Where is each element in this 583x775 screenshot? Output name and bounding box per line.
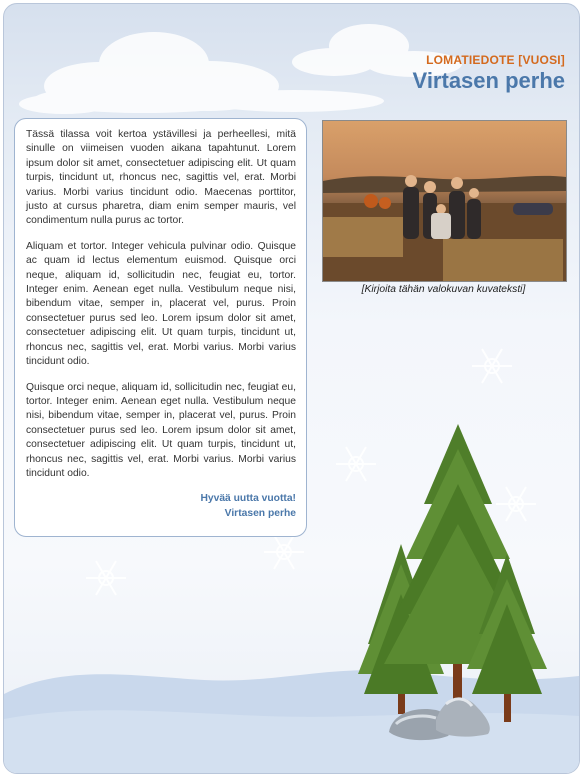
story-paragraph: Tässä tilassa voit kertoa ystävillesi ja perheellesi, mitä sinulle on viimeisen vuoden aikana tapahtunut. Lorem ipsum dolor sit amet, consectetuer adipiscing elit. Ut quam turpis, tincidunt ut, rhoncus nec, sagittis vel, erat. Morbi varius. Morbi varius tincidunt odio. Maecenas porttitor, justo at cursus pharetra, diam enim semper mauris, vel condimentum nulla purus ac tortor.: [26, 129, 296, 227]
closing-greeting: Hyvää uutta vuotta!: [200, 493, 296, 505]
newsletter-page: [3, 3, 580, 774]
story-paragraph: Quisque orci neque, aliquam id, sollicitudin nec, feugiat eu, tortor. Integer enim. Aenean eget nulla. Vestibulum neque nisi, bibendum vitae, semper in, placerat vel, purus. Proin consectetuer purus sed leo. Lorem ipsum dolor sit amet, consectetuer adipiscing elit. Ut quam turpis, tincidunt ut, rhoncus nec, sagittis vel, erat. Morbi varius. Morbi varius tincidunt odio.: [26, 381, 296, 479]
photo-caption: [Kirjoita tähän valokuvan kuvateksti]: [361, 284, 526, 295]
story-paragraph: Aliquam et tortor. Integer vehicula pulvinar odio. Quisque ac quam id lectus elementum euismod. Quisque orci neque, aliquam id, sollicitudin nec, feugiat eu, tortor. Integer enim. Aenean eget nulla. Vestibulum neque nisi, bibendum vitae, semper in, placerat vel, purus. Proin consectetuer purus sed leo. Lorem ipsum dolor sit amet, consectetuer adipiscing elit. Ut quam turpis, tincidunt ut, rhoncus nec, sagittis vel, erat. Morbi varius. Morbi varius tincidunt odio.: [26, 240, 296, 368]
closing-signature: Virtasen perhe: [224, 507, 296, 519]
page-title: Virtasen perhe: [412, 68, 565, 93]
story-panel: [14, 118, 307, 537]
family-photo: [322, 120, 567, 282]
newsletter-kicker: LOMATIEDOTE [VUOSI]: [426, 53, 565, 67]
